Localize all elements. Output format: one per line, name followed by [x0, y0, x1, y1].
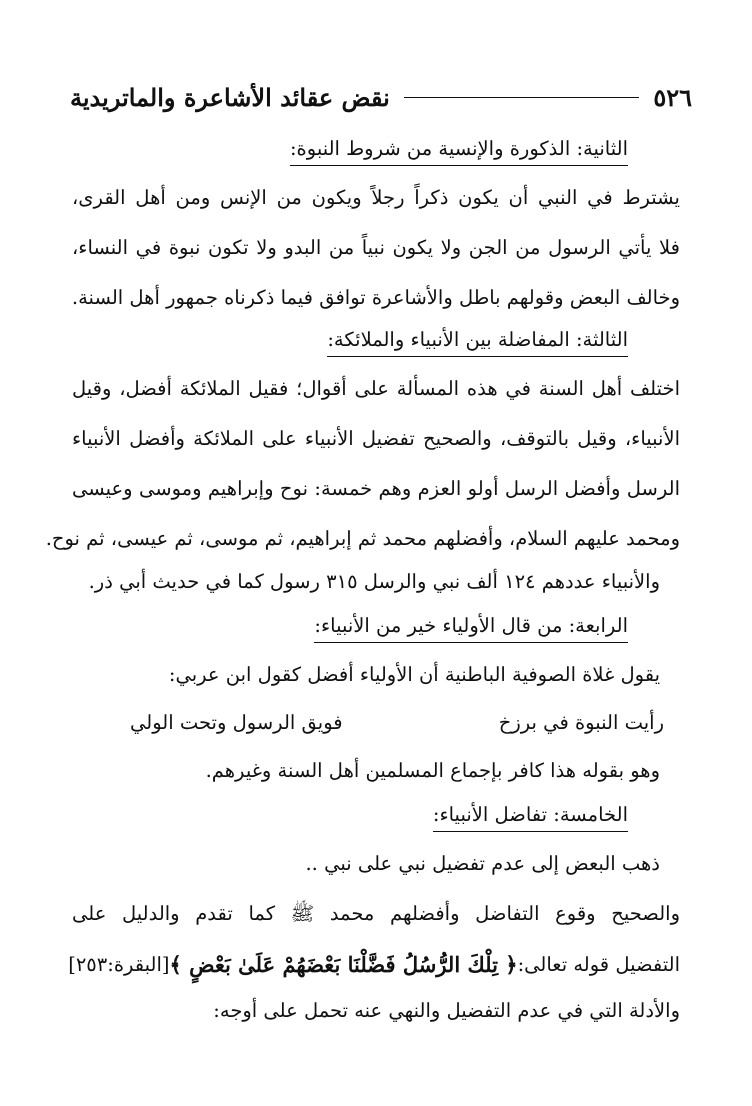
paragraph-line: يقول غلاة الصوفية الباطنية أن الأولياء أفضل كقول ابن عربي:: [168, 663, 660, 686]
book-title: نقض عقائد الأشاعرة والماتريدية: [70, 82, 390, 112]
paragraph-line: الأنبياء، وقيل بالتوقف، والصحيح تفضيل الأنبياء على الملائكة وأفضل الأنبياء: [72, 427, 680, 450]
paragraph-line: والأنبياء عددهم ١٢٤ ألف نبي والرسل ٣١٥ رسول كما في حديث أبي ذر.: [88, 570, 660, 593]
section-heading-fifth: الخامسة: تفاضل الأنبياء:: [433, 800, 628, 832]
paragraph-line: ذهب البعض إلى عدم تفضيل نبي على نبي ..: [305, 852, 660, 875]
paragraph-line: يشترط في النبي أن يكون ذكراً رجلاً ويكون من الإنس ومن أهل القرى،: [72, 186, 680, 209]
paragraph-line: اختلف أهل السنة في هذه المسألة على أقوال؛ فقيل الملائكة أفضل، وقيل: [72, 377, 680, 400]
verse-second-hemistich: فويق الرسول وتحت الولي: [130, 711, 343, 734]
page-number: ٥٢٦: [653, 82, 692, 112]
paragraph-line: وهو بقوله هذا كافر بإجماع المسلمين أهل السنة وغيرهم.: [205, 759, 660, 782]
paragraph-line: ومحمد عليهم السلام، وأفضلهم محمد ثم إبراهيم، ثم موسى، ثم عيسى، ثم نوح.: [45, 527, 680, 550]
paragraph-line: والصحيح وقوع التفاضل وأفضلهم محمد ﷺ كما تقدم والدليل على: [72, 902, 680, 925]
quran-reference: [البقرة:٢٥٣]: [68, 953, 170, 976]
quran-intro: التفضيل قوله تعالى:: [517, 953, 680, 976]
section-heading-third: الثالثة: المفاضلة بين الأنبياء والملائكة:: [327, 325, 628, 357]
running-header: [70, 80, 692, 114]
section-heading-fourth: الرابعة: من قال الأولياء خير من الأنبياء:: [314, 611, 628, 643]
verse-first-hemistich: رأيت النبوة في برزخ: [498, 711, 664, 734]
paragraph-line: الرسل وأفضل الرسل أولو العزم وهم خمسة: نوح وإبراهيم وموسى وعيسى: [72, 477, 680, 500]
header-rule: [404, 97, 640, 98]
poetry-verse: [130, 708, 664, 738]
paragraph-line: فلا يأتي الرسول من الجن ولا يكون نبياً من البدو ولا تكون نبوة في النساء،: [72, 236, 680, 259]
quran-line: [68, 950, 680, 980]
paragraph-line: وخالف البعض وقولهم باطل والأشاعرة توافق فيما ذكرناه جمهور أهل السنة.: [71, 286, 680, 309]
quran-verse: ﴿ تِلْكَ الرُّسُلُ فَضَّلْنَا بَعْضَهُمْ عَلَىٰ بَعْضٍ ﴾: [169, 952, 518, 977]
section-heading-second: الثانية: الذكورة والإنسية من شروط النبوة:: [290, 134, 628, 166]
paragraph-line: والأدلة التي في عدم التفضيل والنهي عنه تحمل على أوجه:: [213, 999, 680, 1022]
